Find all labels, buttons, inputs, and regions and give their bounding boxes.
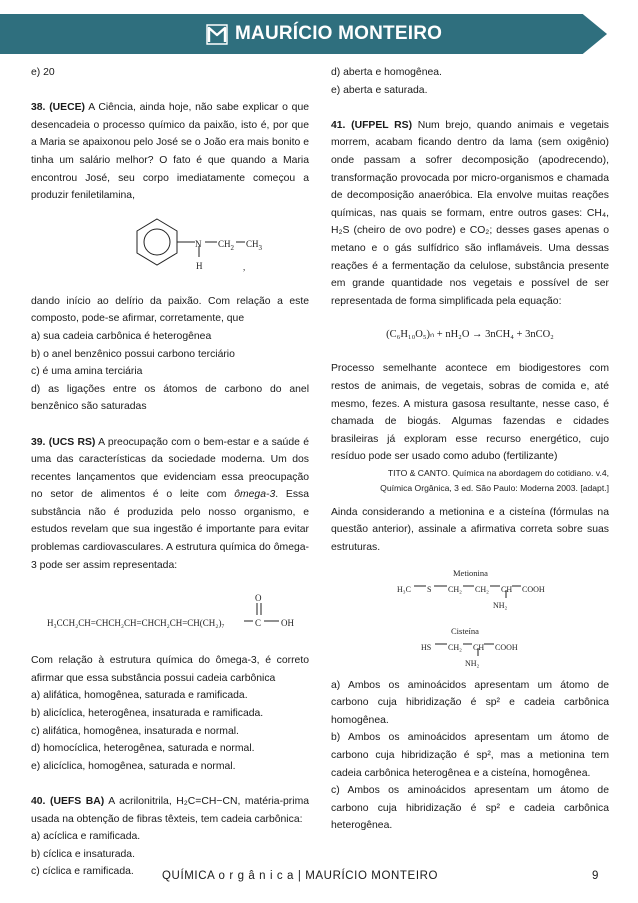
page-number: 9 [592,870,599,882]
struct-comma: , [243,261,246,272]
met-h3c: H₃C [397,584,411,594]
methionine-title: Metionina [453,567,488,578]
cis-cooh: COOH [495,642,518,652]
q39-continuation: Com relação à estrutura química do ômega-3, é correto afirmar que essa substância possui cadeia carbônica [31,655,309,684]
struct-n: N [195,238,202,249]
cis-ch2: CH₂ [448,642,462,652]
q41-continuation: Processo semelhante acontece em biodigestores com restos de animais, de vegetais, sobras de comida e, até mesmo, fezes. A mistura gasosa resultante, nesse caso, é chamada de biogás. Algumas fazendas e cidades brasileiras já exploram esse recurso energético, cujo resíduo pode ser usado como adubo (fertilizante) [331,363,609,463]
q39-number: 39. (UCS RS) [31,436,96,448]
methionine-structure [331,557,609,615]
question-41: 41. (UFPEL RS) Num brejo, quando animais e vegetais morrem, acabam ficando dentro da lama (sem oxigênio) onde passam a sofrer decomposição (apodrecendo), transformação provocada por micro-organismos e chamada de decomposição anaeróbica. Ela envolve muitas reações químicas, nas quais se formam, entre outros gases: CH₄, H₂S (cheiro de ovo podre) e CO₂; desses gases apenas o metano e o gás sulfídrico são inflamáveis. Uma dessas reações é a fermentação da celulose, substância presente em grande quantidade nos vegetais e possível de ser representada de forma simplificada pela equação: [331,119,609,307]
prev-option-e: e) 20 [31,67,55,78]
brand-logo-icon [205,22,229,46]
question-39: 39. (UCS RS) A preocupação com o bem-estar e a saúde é uma das características da sociedade moderna. Um dos recentes lançamentos que evidenciam essa preocupação no setor de alimentos é o leite com ômega-3. Essa substância não é produzida pelo nosso organismo, e estudos revelam que sua ingestão é importante para evitar problemas cardiovasculares. A estrutura química do ômega-3 pode ser assim representada: [31,436,310,571]
struct-h: H [196,260,203,271]
q39-option-a: a) alifática, homogênea, saturada e ramificada. [31,690,248,702]
q41-option-c: c) Ambos os aminoácidos apresentam um átomo de carbono cuja hibridização é sp² e cadeia carbônica heterogênea. [331,785,609,832]
cis-hs: HS [421,642,432,652]
cysteine-title: Cisteína [451,625,479,636]
q40-number: 40. (UEFS BA) [31,796,105,807]
q38-option-a: a) sua cadeia carbônica é heterogênea [31,330,212,342]
question-40: 40. (UEFS BA) A acrilonitrila, H₂C=CH−CN, matéria-prima usada na obtenção de fibras têxteis, tem cadeia carbônica: [31,796,310,825]
q39-option-e: e) alicíclica, homogênea, saturada e normal. [31,760,236,772]
q41-option-b: b) Ambos os aminoácidos apresentam um átomo de carbono cuja hibridização é sp², mas a metionina tem cadeia carbônica heterogênea e a cisteína, homogênea. [331,732,609,779]
q41-number: 41. (UFPEL RS) [331,119,413,131]
struct-ch3: $CH_3$ [246,238,263,252]
citation-line-1: TITO & CANTO. Química na abordagem do cotidiano. v.4, [387,467,609,478]
q38-option-d: d) as ligações entre os átomos de carbono do anel benzênico são saturadas [31,383,309,413]
brand-name: MAURÍCIO MONTEIRO [235,23,443,44]
q38-continuation: dando início ao delírio da paixão. Com relação a este composto, pode-se afirmar, corretamente, que [31,295,309,325]
q38-text: A Ciência, ainda hoje, não sabe explicar o que desencadeia o processo químico da paixão, isto é, por que a Maria se apaixonou pelo José se o João era mais bonito e tinha um salário melhor? O fato é que quando a Maria encontrou José, seu corpo imediatamente começou a produzir feniletilamina, [31,102,310,202]
cis-nh2: NH₂ [465,658,480,668]
prev-option-e-right: e) aberta e saturada. [331,84,428,96]
prev-option-d: d) aberta e homogênea. [331,67,442,78]
q39-option-c: c) alifática, homogênea, insaturada e normal. [31,725,239,737]
q39-option-b: b) alicíclica, heterogênea, insaturada e ramificada. [31,708,264,720]
struct-ch2: $CH_2$ [218,238,235,252]
q38-option-c: c) é uma amina terciária [31,366,143,378]
q39-option-d: d) homocíclica, heterogênea, saturada e normal. [31,743,255,755]
omega3-bonds [31,574,309,652]
q41-option-a: a) Ambos os aminoácidos apresentam um átomo de carbono cuja hibridização é sp² e cadeia carbônica homogênea. [331,679,609,726]
q40-option-b: b) cíclica e insaturada. [31,848,135,860]
met-ch2b: CH₂ [475,584,489,594]
q38-number: 38. (UECE) [31,102,86,114]
methionine-bonds [331,557,609,615]
citation-line-2: Química Orgânica, 3 ed. São Paulo: Moderna 2003. [adapt.] [380,482,609,493]
met-cooh: COOH [522,584,545,594]
omega3-oh: OH [281,618,294,629]
q41-continuation-2: Ainda considerando a metionina e a cisteína (fórmulas na questão anterior), assinale a afirmativa correta sobre suas estruturas. [331,506,609,554]
omega3-o: O [255,593,262,604]
cysteine-bonds [331,615,609,677]
cellulose-equation: (C₆H₁₀O₅)ₙ + nH₂O → 3nCH₄ + 3nCO₂ [386,329,554,341]
citation [331,466,609,496]
met-nh2: NH₂ [493,600,508,610]
brand [205,20,442,48]
q39-emphasis: ômega-3 [234,489,276,501]
left-column [31,64,309,881]
benzene-ring [31,205,309,293]
omega3-structure [31,574,309,652]
cis-ch: CH [473,642,485,652]
q40-option-c: c) cíclica e ramificada. [31,866,134,878]
q38-option-b: b) o anel benzênico possui carbono terciário [31,348,235,360]
met-ch2a: CH₂ [448,584,462,594]
phenylethylamine-structure [31,205,309,293]
cysteine-structure [331,615,609,677]
met-ch: CH [501,584,513,594]
omega3-c: C [255,618,262,629]
q40-option-a: a) acíclica e ramificada. [31,831,141,843]
question-38 [31,99,309,205]
omega3-formula: H₃CCH₂CH=CHCH₂CH=CHCH₂CH=CH(CH₂)₇ [47,618,225,629]
footer-title: QUÍMICA o r g â n i c a | MAURÍCIO MONTEIRO [162,870,439,882]
met-s: S [427,584,432,594]
right-column [331,64,609,835]
